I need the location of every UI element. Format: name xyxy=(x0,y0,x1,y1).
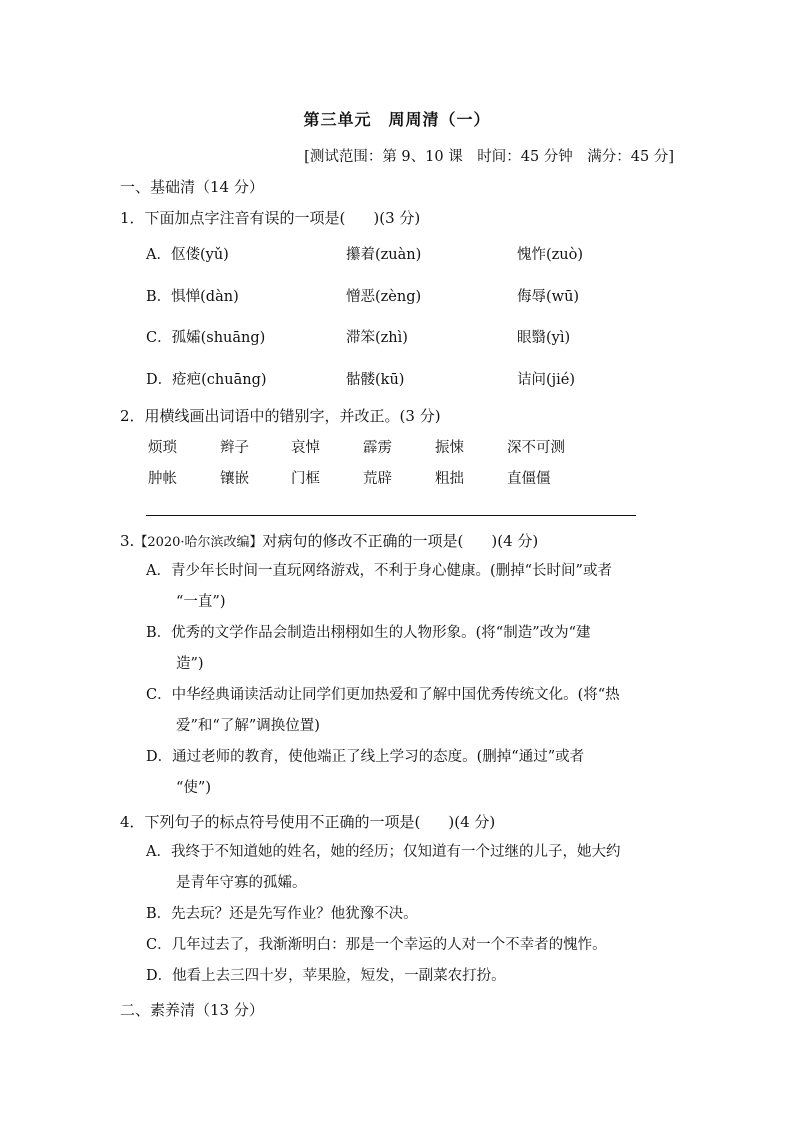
word-item: 霹雳 xyxy=(363,440,392,456)
option-q4-c: C．几年过去了，我渐渐明白：那是一个幸运的人对一个不幸者的愧怍。 xyxy=(146,937,607,953)
question-1-stem: 1．下面加点字注音有误的一项是( )(3 分) xyxy=(120,209,421,227)
section-heading-literacy: 二、素养清（13 分） xyxy=(120,1001,264,1019)
word-item: 肿帐 xyxy=(148,471,177,487)
word-item: 荒辟 xyxy=(363,471,392,487)
answer-line[interactable] xyxy=(146,515,636,516)
option-q1-b-word3: 侮辱(wū) xyxy=(517,289,580,305)
option-q1-c: C．孤孀(shuāng) xyxy=(146,330,266,346)
word-item: 烦琐 xyxy=(148,440,177,456)
test-scope: [测试范围：第 9、10 课 时间：45 分钟 满分：45 分] xyxy=(304,149,674,165)
option-q4-b: B．先去玩？还是先写作业？他犹豫不决。 xyxy=(146,906,418,922)
option-q3-d: D．通过老师的教育，使他端正了线上学习的态度。(删掉“通过”或者 “使”) xyxy=(146,749,585,796)
option-q4-a: A．我终于不知道她的姓名，她的经历；仅知道有一个过继的儿子，她大约 是青年守寡的孤孀。 xyxy=(146,844,621,891)
word-item: 门框 xyxy=(291,471,320,487)
section-heading-basics: 一、基础清（14 分） xyxy=(120,178,264,196)
word-item: 直僵僵 xyxy=(507,471,551,487)
question-3-stem: 3.【2020·哈尔滨改编】对病句的修改不正确的一项是( )(4 分) xyxy=(120,532,539,550)
word-item: 粗拙 xyxy=(435,471,464,487)
option-q1-a-word2: 攥着(zuàn) xyxy=(346,247,422,263)
source-tag: 【2020·哈尔滨改编】 xyxy=(134,535,263,550)
word-item: 镶嵌 xyxy=(220,471,249,487)
option-q1-d: D．疮疤(chuāng) xyxy=(146,372,267,388)
option-q1-b: B．惧惮(dàn) xyxy=(146,289,239,305)
option-q1-a-word3: 愧怍(zuò) xyxy=(517,247,584,263)
option-q1-c-word3: 眼翳(yì) xyxy=(517,330,571,346)
question-2-stem: 2．用横线画出词语中的错别字，并改正。(3 分) xyxy=(120,407,441,425)
option-q1-c-word2: 滞笨(zhì) xyxy=(346,330,408,346)
option-q1-a: A．伛偻(yǔ) xyxy=(146,247,229,263)
option-q3-a: A．青少年长时间一直玩网络游戏，不利于身心健康。(删掉“长时间”或者 “一直”) xyxy=(146,563,612,610)
word-item: 深不可测 xyxy=(507,440,565,456)
page-title: 第三单元 周周清（一） xyxy=(303,110,491,129)
option-q1-b-word2: 憎恶(zèng) xyxy=(346,289,422,305)
word-item: 辫子 xyxy=(220,440,249,456)
word-item: 振悚 xyxy=(435,440,464,456)
option-q3-c: C．中华经典诵读活动让同学们更加热爱和了解中国优秀传统文化。(将“热 爱”和“了解”调换位置) xyxy=(146,687,620,734)
option-q1-d-word2: 骷髅(kū) xyxy=(346,372,405,388)
option-q4-d: D．他看上去三四十岁，苹果脸，短发，一副菜农打扮。 xyxy=(146,968,506,984)
option-q1-d-word3: 诘问(jié) xyxy=(517,372,576,388)
word-item: 哀悼 xyxy=(291,440,320,456)
option-q3-b: B．优秀的文学作品会制造出栩栩如生的人物形象。(将“制造”改为“建 造”) xyxy=(146,625,591,672)
question-4-stem: 4．下列句子的标点符号使用不正确的一项是( )(4 分) xyxy=(120,813,496,831)
